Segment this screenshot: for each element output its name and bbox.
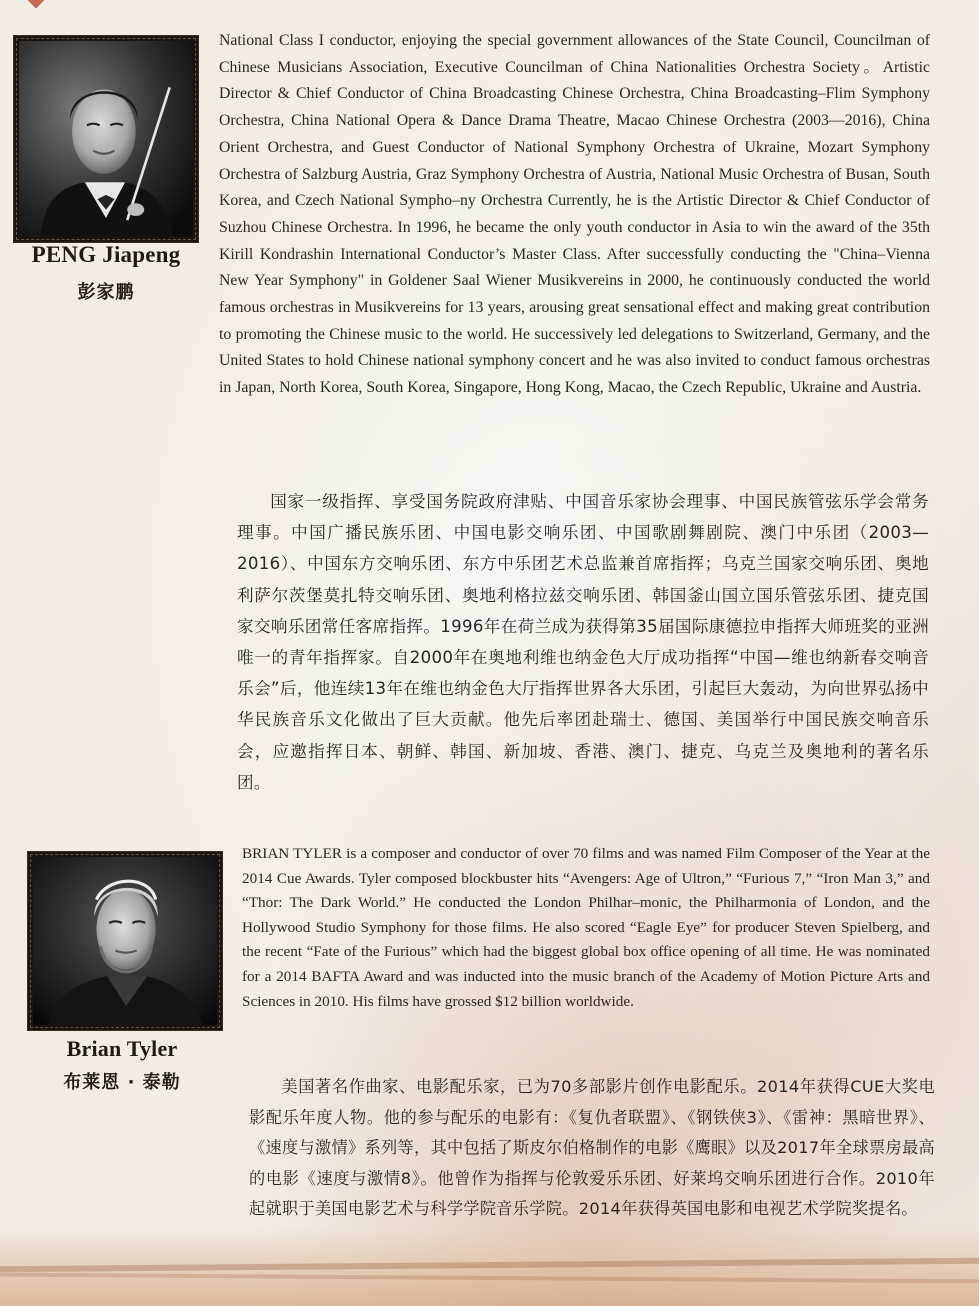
- tyler-portrait-photo: [33, 857, 217, 1025]
- peng-biography-english: National Class I conductor, enjoying the special government allowances of the State Council, Councilman of Chinese Musicians Association, Executive Councilman of China Nationalities Orchestra Society。Artistic Director & Chief Conductor of China Broadcasting Chinese Orchestra, China Broadcasting–Flim Symphony Orchestra, China National Opera & Dance Drama Theatre, Macao Chinese Orchestra (2003—2016), China Orient Orchestra, and Guest Conductor of National Symphony Orchestra of Ukraine, Mozart Symphony Orchestra of Salzburg Austria, Graz Symphony Orchestra of Austria, National Music Orchestra of Busan, South Korea, and Czech National Sympho–ny Orchestra Currently, he is the Artistic Director & Chief Conductor of Suzhou Chinese Orchestra. In 1996, he became the only youth conductor in Asia to win the award of the 35th Kirill Kondrashin International Conductor’s Master Class. After successfully conducting the "China–Vienna New Year Symphony" in Goldener Saal Wiener Musikvereins in 2000, he continuously conducted the world famous orchestras in Musikvereins for 13 years, arousing great sensational effect and making great contribution to promoting the Chinese music to the world. He successively led delegations to Switzerland, Germany, and the United States to hold Chinese national symphony concert and he was also invited to conduct famous orchestras in Japan, North Korea, South Korea, Singapore, Hong Kong, Macao, the Czech Republic, Ukraine and Austria.: [219, 32, 930, 397]
- tyler-name-english: Brian Tyler: [66, 1036, 178, 1061]
- peng-name-english: PENG Jiapeng: [31, 242, 181, 267]
- peng-biography-chinese: 国家一级指挥、享受国务院政府津贴、中国音乐家协会理事、中国民族管弦乐学会常务理事。中国广播民族乐团、中国电影交响乐团、中国歌剧舞剧院、澳门中乐团（2003—2016）、中国东方交响乐团、东方中乐团艺术总监兼首席指挥；乌克兰国家交响乐团、奥地利萨尔茨堡莫扎特交响乐团、奥地利格拉兹交响乐团、韩国釜山国立国乐管弦乐团、捷克国家交响乐团常任客席指挥。1996年在荷兰成为获得第35届国际康德拉申指挥大师班奖的亚洲唯一的青年指挥家。自2000年在奥地利维也纳金色大厅成功指挥“中国—维也纳新春交响音乐会”后，他连续13年在维也纳金色大厅指挥世界各大乐团，引起巨大轰动，为向世界弘扬中华民族音乐文化做出了巨大贡献。他先后率团赴瑞士、德国、美国举行中国民族交响音乐会，应邀指挥日本、朝鲜、韩国、新加坡、香港、澳门、捷克、乌克兰及奥地利的著名乐团。: [237, 492, 929, 792]
- decorative-bottom-band: [0, 1228, 979, 1306]
- tyler-biography-english: BRIAN TYLER is a composer and conductor of over 70 films and was named Film Composer of the Year at the 2014 Cue Awards. Tyler composed blockbuster hits “Avengers: Age of Ultron,” “Furious 7,” “Iron Man 3,” and “Thor: The Dark World.” He conducted the London Philhar–monic, the Philharmonia of London, and the Hollywood Studio Symphony for those films. He also scored “Eagle Eye” for producer Steven Spielberg, and the recent “Fate of the Furious” which had the biggest global box office opening of all time. He was nominated for a 2014 BAFTA Award and was inducted into the music branch of the Academy of Motion Picture Arts and Sciences in 2010. His films have grossed $12 billion worldwide.: [242, 845, 930, 1010]
- tyler-name-chinese: 布莱恩 · 泰勒: [63, 1072, 181, 1093]
- corner-ornament: [28, 0, 45, 8]
- tyler-biography-chinese: 美国著名作曲家、电影配乐家，已为70多部影片创作电影配乐。2014年获得CUE大奖电影配乐年度人物。他的参与配乐的电影有：《复仇者联盟》、《钢铁侠3》、《雷神：黑暗世界》、《速度与激情》系列等，其中包括了斯皮尔伯格制作的电影《鹰眼》以及2017年全球票房最高的电影《速度与激情8》。他曾作为指挥与伦敦爱乐乐团、好莱坞交响乐团进行合作。2010年起就职于美国电影艺术与科学学院音乐学院。2014年获得英国电影和电视艺术学院奖提名。: [249, 1077, 935, 1219]
- peng-portrait-frame: [14, 36, 198, 242]
- peng-portrait-photo: [19, 41, 193, 237]
- tyler-portrait-frame: [28, 852, 222, 1030]
- peng-name-chinese: 彭家鹏: [77, 282, 135, 303]
